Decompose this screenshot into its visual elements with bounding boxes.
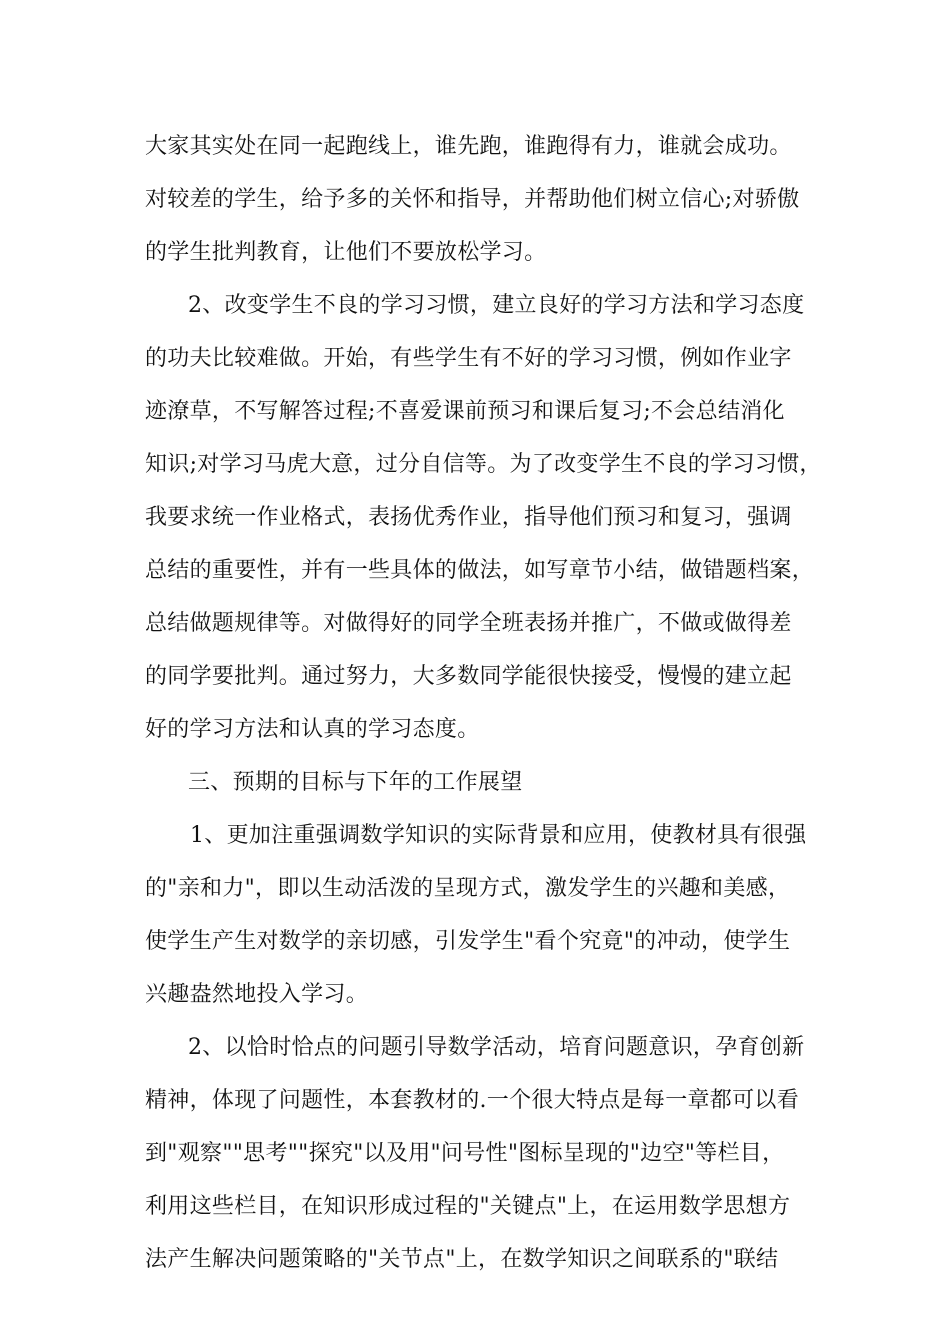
- section-heading: 三、预期的目标与下年的工作展望: [188, 770, 523, 795]
- text-line: 利用这些栏目，在知识形成过程的"关键点"上，在运用数学思想方: [145, 1194, 791, 1219]
- text-line: 迹潦草，不写解答过程;不喜爱课前预习和课后复习;不会总结消化: [145, 399, 785, 424]
- text-line: 的同学要批判。通过努力，大多数同学能很快接受，慢慢的建立起: [145, 664, 792, 689]
- text-line: 总结做题规律等。对做得好的同学全班表扬并推广，不做或做得差: [145, 611, 792, 636]
- text-line: 总结的重要性，并有一些具体的做法，如写章节小结，做错题档案，: [145, 558, 815, 583]
- text-line: 好的学习方法和认真的学习态度。: [145, 717, 480, 742]
- text-line: 的功夫比较难做。开始，有些学生有不好的学习习惯，例如作业字: [145, 346, 792, 371]
- text-line: 的"亲和力"，即以生动活泼的呈现方式，激发学生的兴趣和美感，: [145, 876, 791, 901]
- text-line: 法产生解决问题策略的"关节点"上，在数学知识之间联系的"联结: [145, 1247, 779, 1272]
- text-line: 我要求统一作业格式，表扬优秀作业，指导他们预习和复习，强调: [145, 505, 792, 530]
- text-line: 兴趣盎然地投入学习。: [145, 982, 369, 1007]
- text-line: 知识;对学习马虎大意，过分自信等。为了改变学生不良的学习习惯，: [145, 452, 822, 477]
- text-line: 到"观察""思考""探究"以及用"问号性"图标呈现的"边空"等栏目，: [145, 1141, 785, 1166]
- text-line: 使学生产生对数学的亲切感，引发学生"看个究竟"的冲动，使学生: [145, 929, 791, 954]
- paragraph-start-line: 2、以恰时恰点的问题引导数学活动，培育问题意识，孕育创新: [188, 1035, 805, 1060]
- text-line: 的学生批判教育，让他们不要放松学习。: [145, 240, 547, 265]
- text-line: 对较差的学生，给予多的关怀和指导，并帮助他们树立信心;对骄傲: [145, 187, 800, 212]
- paragraph-start-line: 1、更加注重强调数学知识的实际背景和应用，使教材具有很强: [190, 823, 807, 848]
- paragraph-start-line: 2、改变学生不良的学习习惯，建立良好的学习方法和学习态度: [188, 293, 805, 318]
- text-line: 大家其实处在同一起跑线上，谁先跑，谁跑得有力，谁就会成功。: [145, 134, 792, 159]
- text-line: 精神，体现了问题性，本套教材的.一个很大特点是每一章都可以看: [145, 1088, 799, 1113]
